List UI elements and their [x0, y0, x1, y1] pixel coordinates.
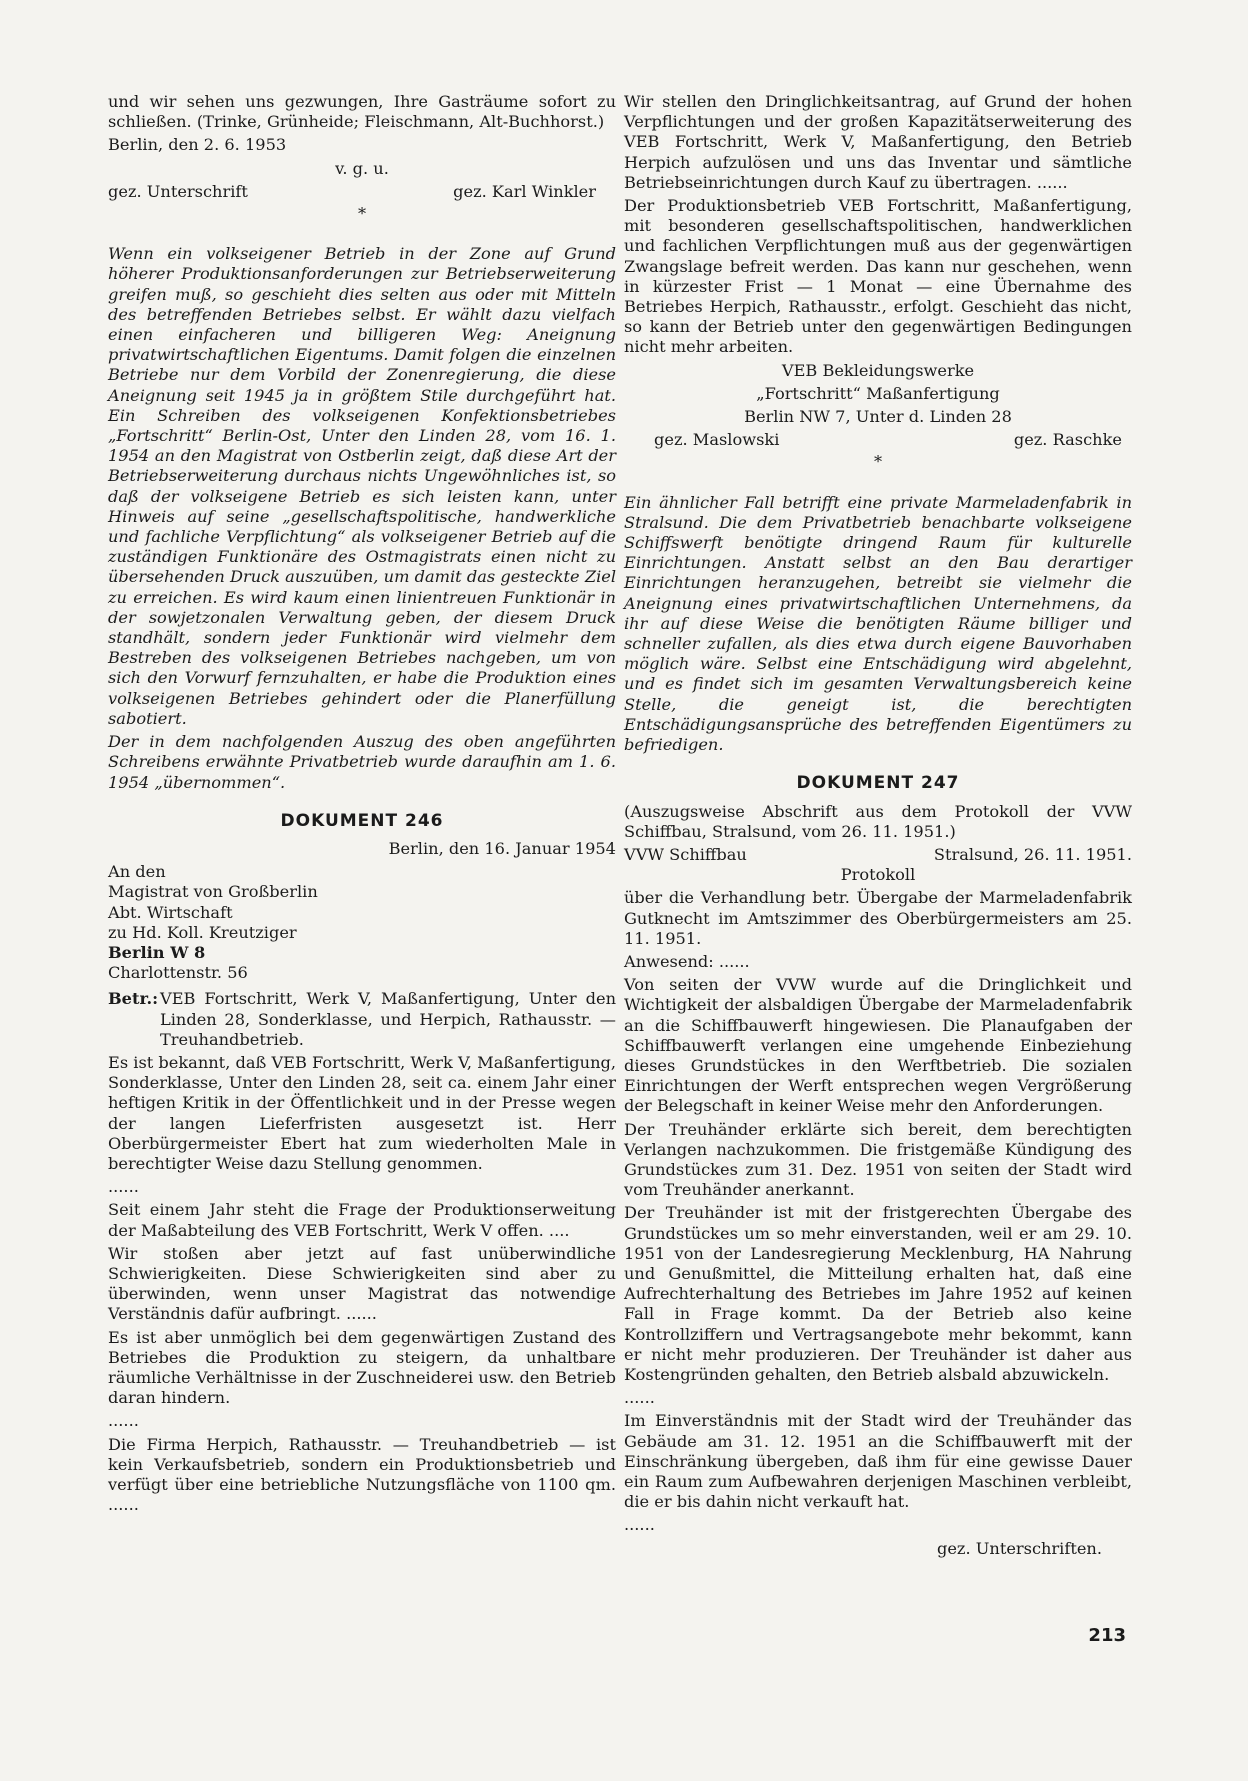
paragraph: Der Treuhänder ist mit der fristgerechten Übergabe des Grundstückes um so mehr einverstanden, weil er am 29. 10. 1951 von der Landesregierung Mecklenburg, HA Nahrung und Genußmittel, die Mitteilung erhalten hat, daß eine Aufrechterhaltung des Betriebes im Jahre 1952 auf keinen Fall in Frage kommt. Da der Betrieb also keine Kontrollziffern und Vertragsangebote mehr bekommt, kann er nicht mehr produzieren. Der Treuhänder ist daher aus Kostengründen gehalten, den Betrieb alsbald abzuwickeln.	[624, 1203, 1132, 1384]
paragraph: Die Firma Herpich, Rathausstr. — Treuhandbetrieb — ist kein Verkaufsbetrieb, sondern ein Produktionsbetrieb und verfügt über eine betriebliche Nutzungsfläche von 1100 qm. ......	[108, 1434, 616, 1515]
subject-text: VEB Fortschritt, Werk V, Maßanfertigung, Unter den Linden 28, Sonderklasse, und Herpich, Rathausstr. — Treuhandbetrieb.	[160, 989, 616, 1049]
date-line: Berlin, den 2. 6. 1953	[108, 135, 287, 155]
commentary-paragraph: Ein ähnlicher Fall betrifft eine private Marmeladenfabrik in Stralsund. Die dem Privatbetrieb benachbarte volkseigene Schiffswerft benötigte dringend Raum für kulturelle Einrichtungen. Anstatt selbst an den Bau derartiger Einrichtungen heranzugehen, betreibt sie vielmehr die Aneignung eines privatwirtschaftlichen Unternehmens, da ihr auf diese Weise die benötigten Räume billiger und schneller zufallen, als dies etwa durch eigene Bauvorhaben möglich wäre. Selbst eine Entschädigung wird abgelehnt, und es findet sich im gesamten Verwaltungsbereich keine Stelle, die geneigt ist, die berechtigten Entschädigungsansprüche des betreffenden Eigentümers zu befriedigen.	[624, 492, 1132, 755]
address-line: Berlin W 8	[108, 942, 206, 962]
signature: gez. Maslowski	[654, 430, 780, 450]
protocol-subject: über die Verhandlung betr. Übergabe der Marmeladenfabrik Gutknecht im Amtszimmer des Oberbürgermeisters am 25. 11. 1951.	[624, 888, 1132, 948]
address-block	[108, 862, 616, 983]
address-line: An den	[108, 862, 166, 882]
subject-line	[108, 989, 616, 1053]
paragraph: und wir sehen uns gezwungen, Ihre Gasträume sofort zu schließen. (Trinke, Grünheide; Fleischmann, Alt-Buchhorst.)	[108, 92, 616, 132]
paragraph: Der Treuhänder erklärte sich bereit, dem berechtigten Verlangen nachzukommen. Die fristgemäße Kündigung des Grundstückes zum 31. Dez. 1951 von seiten der Stadt wird vom Treuhänder anerkannt.	[624, 1119, 1132, 1200]
address-line: Abt. Wirtschaft	[108, 902, 233, 922]
paragraph: Der Produktionsbetrieb VEB Fortschritt, Maßanfertigung, mit besonderen gesellschaftspolitischen, handwerklichen und fachlichen Verpflichtungen muß aus der gegenwärtigen Zwangslage befreit werden. Das kann nur geschehen, wenn in kürzester Frist — 1 Monat — eine Übernahme des Betriebes Herpich, Rathausstr., erfolgt. Geschieht das nicht, so kann der Betrieb unter den gegenwärtigen Bedingungen nicht mehr arbeiten.	[624, 196, 1132, 357]
signature: gez. Karl Winkler	[453, 181, 596, 201]
paragraph: Im Einverständnis mit der Stadt wird der Treuhänder das Gebäude am 31. 12. 1951 an die Schiffbauwerft mit der Einschränkung übergeben, daß ihm für eine gewisse Dauer ein Raum zum Aufbewahren derjenigen Maschinen verbleibt, die er bis dahin nicht verkauft hat.	[624, 1411, 1132, 1512]
attendees-line: Anwesend: ......	[624, 951, 750, 971]
protocol-header	[624, 845, 1132, 865]
commentary-paragraph: Wenn ein volkseigener Betrieb in der Zone auf Grund höherer Produktionsanforderungen zur Betriebserweiterung greifen muß, so geschieht dies selten aus oder mit Mitteln des betreffenden Betriebes selbst. Er wählt dazu vielfach einen einfacheren und billigeren Weg: Aneignung privatwirtschaftlichen Eigentums. Damit folgen die einzelnen Betriebe nur dem Vorbild der Zonenregierung, die diese Aneignung seit 1945 ja in größtem Stile durchgeführt hat. Ein Schreiben des volkseigenen Konfektionsbetriebes „Fortschritt“ Berlin-Ost, Unter den Linden 28, vom 16. 1. 1954 an den Magistrat von Ostberlin zeigt, daß diese Art der Betriebserweiterung durchaus nichts Ungewöhnliches ist, so daß der volkseigene Betrieb es sich leisten kann, unter Hinweis auf seine „gesellschaftspolitische, handwerkliche und fachliche Verpflichtung“ als volkseigener Betrieb auf die zuständigen Funktionäre des Ostmagistrats einen nicht zu übersehenden Druck auszuüben, um damit das gesteckte Ziel zu erreichen. Es wird kaum einen linientreuen Funktionär in der sowjetzonalen Verwaltung geben, der diesem Druck standhält, sondern jeder Funktionär wird vielmehr dem Bestreben des volkseigenen Betriebes nachgeben, um von sich den Vorwurf fernzuhalten, er habe die Produktion eines volkseigenen Betriebes gehindert oder die Planerfüllung sabotiert.	[108, 244, 616, 728]
signature: gez. Unterschriften.	[936, 1538, 1102, 1558]
vgu-line: v. g. u.	[335, 158, 389, 178]
ellipsis: ......	[624, 1515, 655, 1535]
separator-star: *	[357, 204, 367, 224]
org-line: VEB Bekleidungswerke	[781, 360, 975, 380]
protocol-org: VVW Schiffbau	[624, 844, 747, 864]
signature-row	[624, 430, 1132, 450]
paragraph: Es ist bekannt, daß VEB Fortschritt, Werk V, Maßanfertigung, Sonderklasse, Unter den Linden 28, seit ca. einem Jahr einer heftigen Kritik in der Öffentlichkeit und in der Presse wegen der langen Lieferfristen ausgesetzt ist. Herr Oberbürgermeister Ebert hat zum wiederholten Male in berechtigter Weise dazu Stellung genommen.	[108, 1052, 616, 1173]
signature: gez. Raschke	[1013, 430, 1122, 450]
signature-row	[108, 182, 616, 202]
ellipsis: ......	[108, 1177, 139, 1197]
separator-star: *	[873, 452, 883, 472]
protocol-date: Stralsund, 26. 11. 1951.	[933, 844, 1132, 864]
document-heading: DOKUMENT 247	[796, 773, 960, 794]
commentary-paragraph: Der in dem nachfolgenden Auszug des oben angeführten Schreibens erwähnte Privatbetrieb wurde daraufhin am 1. 6. 1954 „übernommen“.	[108, 732, 616, 792]
paragraph: Seit einem Jahr steht die Frage der Produktionserweitung der Maßabteilung des VEB Fortschritt, Werk V offen. ....	[108, 1200, 616, 1240]
paragraph: Von seiten der VVW wurde auf die Dringlichkeit und Wichtigkeit der alsbaldigen Übergabe der Marmeladenfabrik an die Schiffbauwerft hingewiesen. Die Planaufgaben der Schiffbauwerft verlangen eine umgehende Einbeziehung dieses Grundstückes in den Werftbetrieb. Die sozialen Einrichtungen der Werft entsprechen wegen Vergrößerung der Belegschaft in keiner Weise mehr den Anforderungen.	[624, 975, 1132, 1116]
signature: gez. Unterschrift	[108, 181, 248, 201]
org-line: „Fortschritt“ Maßanfertigung	[756, 383, 1000, 403]
subject-label: Betr.:	[108, 989, 159, 1009]
document-subtitle: (Auszugsweise Abschrift aus dem Protokoll der VVW Schiffbau, Stralsund, vom 26. 11. 1951.)	[624, 801, 1132, 841]
paragraph: Es ist aber unmöglich bei dem gegenwärtigen Zustand des Betriebes die Produktion zu steigern, da unhaltbare räumliche Verhältnisse in der Zuschneiderei usw. den Betrieb daran hindern.	[108, 1327, 616, 1408]
date-line: Berlin, den 16. Januar 1954	[388, 838, 616, 858]
address-line: Charlottenstr. 56	[108, 963, 248, 983]
ellipsis: ......	[108, 1411, 139, 1431]
org-line: Berlin NW 7, Unter d. Linden 28	[744, 407, 1012, 427]
right-column	[624, 92, 1132, 1562]
address-line: zu Hd. Koll. Kreutziger	[108, 922, 297, 942]
address-line: Magistrat von Großberlin	[108, 882, 318, 902]
ellipsis: ......	[624, 1388, 655, 1408]
paragraph: Wir stoßen aber jetzt auf fast unüberwindliche Schwierigkeiten. Diese Schwierigkeiten sind aber zu überwinden, wenn unser Magistrat das notwendige Verständnis dafür aufbringt. ......	[108, 1243, 616, 1324]
protocol-title: Protokoll	[840, 865, 916, 885]
page-number: 213	[1088, 1625, 1126, 1646]
paragraph: Wir stellen den Dringlichkeitsantrag, auf Grund der hohen Verpflichtungen und der großen Kapazitätserweiterung des VEB Fortschritt, Werk V, Maßanfertigung, den Betrieb Herpich aufzulösen und uns das Inventar und sämtliche Betriebseinrichtungen durch Kauf zu übertragen. ......	[624, 92, 1132, 192]
left-column	[108, 92, 616, 1518]
document-heading: DOKUMENT 246	[280, 810, 444, 831]
